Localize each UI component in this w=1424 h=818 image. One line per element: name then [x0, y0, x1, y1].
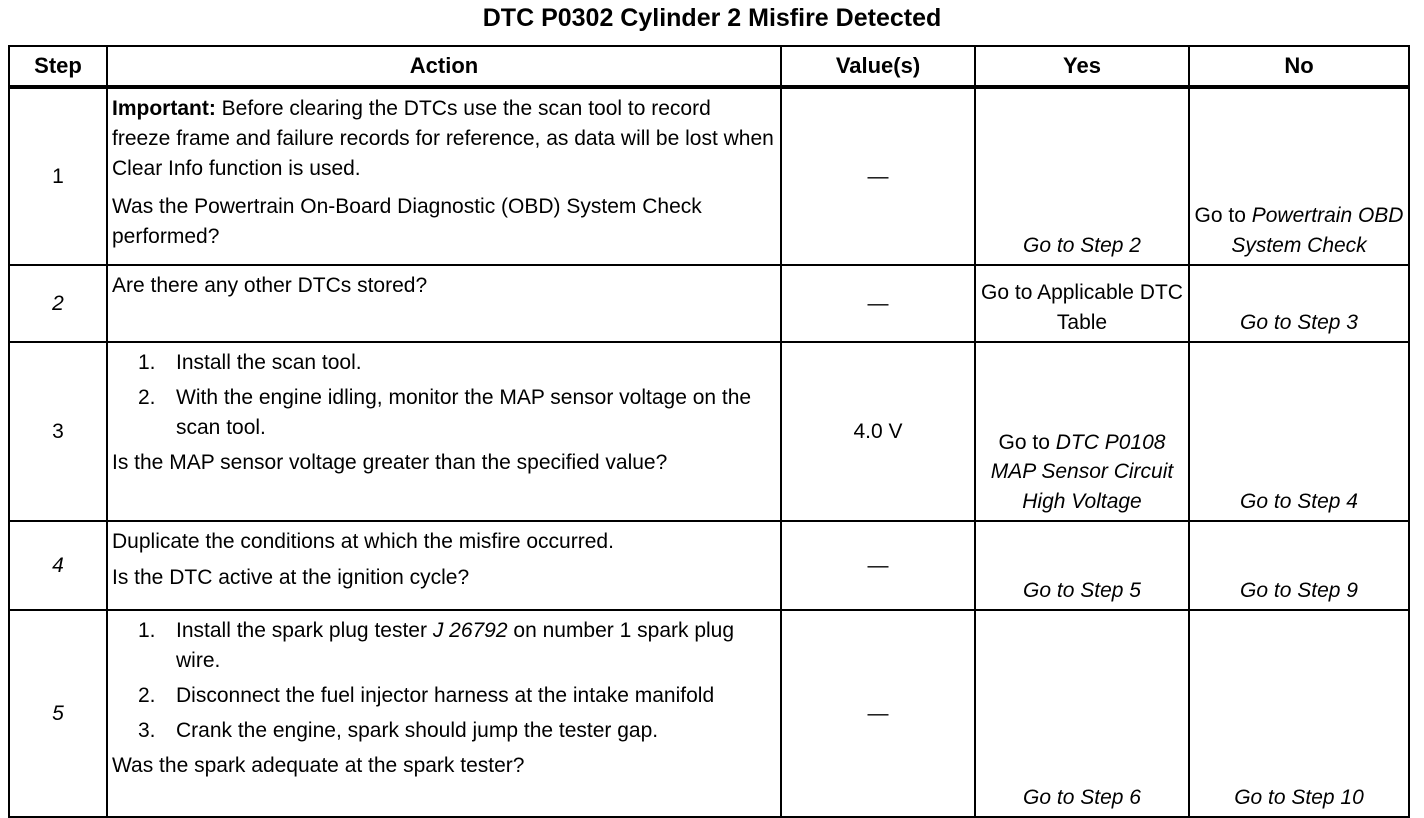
action-question: Is the DTC active at the ignition cycle? [112, 566, 470, 589]
diagnostic-table [8, 45, 1410, 818]
step-number: 2 [9, 265, 107, 342]
important-text: Before clearing the DTCs use the scan tool to record freeze frame and failure records for reference, as data will be lost when Clear Info function is used. [112, 97, 774, 180]
yes-prefix: Go to [998, 430, 1050, 454]
list-text: Disconnect the fuel injector harness at the intake manifold [176, 684, 715, 707]
table-header-row [9, 46, 1409, 87]
value-cell: 4.0 V [781, 342, 975, 521]
value-cell: — [781, 265, 975, 342]
action-cell [107, 610, 781, 817]
action-question: Are there any other DTCs stored? [112, 274, 428, 297]
yes-cell [975, 342, 1189, 521]
table-row [9, 342, 1409, 521]
yes-cell: Go to Step 2 [975, 87, 1189, 265]
important-label: Important: [112, 97, 216, 120]
list-text [176, 616, 774, 676]
value-cell: — [781, 610, 975, 817]
no-cell: Go to Step 3 [1189, 265, 1409, 342]
list-text-part: Install the spark plug tester [176, 619, 427, 642]
action-question: Was the Powertrain On-Board Diagnostic (OBD) System Check performed? [112, 195, 702, 248]
header-step: Step [9, 46, 107, 87]
header-action: Action [107, 46, 781, 87]
list-number: 3. [138, 719, 156, 742]
action-question: Was the spark adequate at the spark tester? [112, 754, 525, 777]
table-row [9, 265, 1409, 342]
list-item [138, 616, 774, 676]
table-row [9, 610, 1409, 817]
no-prefix: Go to [1194, 204, 1246, 227]
action-cell [107, 87, 781, 265]
action-cell [107, 265, 781, 342]
value-cell: — [781, 87, 975, 265]
action-instruction: Duplicate the conditions at which the misfire occurred. [112, 530, 614, 553]
step-number: 5 [9, 610, 107, 817]
action-question: Is the MAP sensor voltage greater than the specified value? [112, 451, 668, 474]
yes-reference: DTC P0108 MAP Sensor Circuit High Voltage [990, 430, 1174, 513]
no-cell: Go to Step 9 [1189, 521, 1409, 610]
step-number: 3 [9, 342, 107, 521]
list-text: Crank the engine, spark should jump the tester gap. [176, 719, 659, 742]
list-text: Install the scan tool. [176, 351, 362, 374]
no-cell [1189, 87, 1409, 265]
table-row [9, 521, 1409, 610]
yes-cell: Go to Applicable DTC Table [975, 265, 1189, 342]
tool-number: J 26792 [432, 619, 508, 642]
no-cell: Go to Step 4 [1189, 342, 1409, 521]
list-number: 1. [138, 351, 156, 374]
action-cell [107, 521, 781, 610]
step-number: 1 [9, 87, 107, 265]
yes-cell: Go to Step 5 [975, 521, 1189, 610]
page-title: DTC P0302 Cylinder 2 Misfire Detected [482, 4, 942, 32]
action-cell [107, 342, 781, 521]
value-cell: — [781, 521, 975, 610]
header-yes: Yes [975, 46, 1189, 87]
list-item [138, 348, 774, 378]
no-reference: Powertrain OBD System Check [1231, 204, 1404, 257]
list-item [138, 716, 774, 746]
important-note [112, 94, 774, 184]
yes-cell: Go to Step 6 [975, 610, 1189, 817]
list-number: 2. [138, 386, 156, 409]
list-text: With the engine idling, monitor the MAP sensor voltage on the scan tool. [176, 386, 752, 439]
list-item [138, 681, 774, 711]
table-row [9, 87, 1409, 265]
list-number: 1. [138, 619, 156, 642]
step-number: 4 [9, 521, 107, 610]
list-number: 2. [138, 684, 156, 707]
header-values: Value(s) [781, 46, 975, 87]
list-item [138, 383, 774, 443]
header-no: No [1189, 46, 1409, 87]
no-cell: Go to Step 10 [1189, 610, 1409, 817]
list-text-part: on number 1 spark plug wire. [176, 619, 735, 672]
